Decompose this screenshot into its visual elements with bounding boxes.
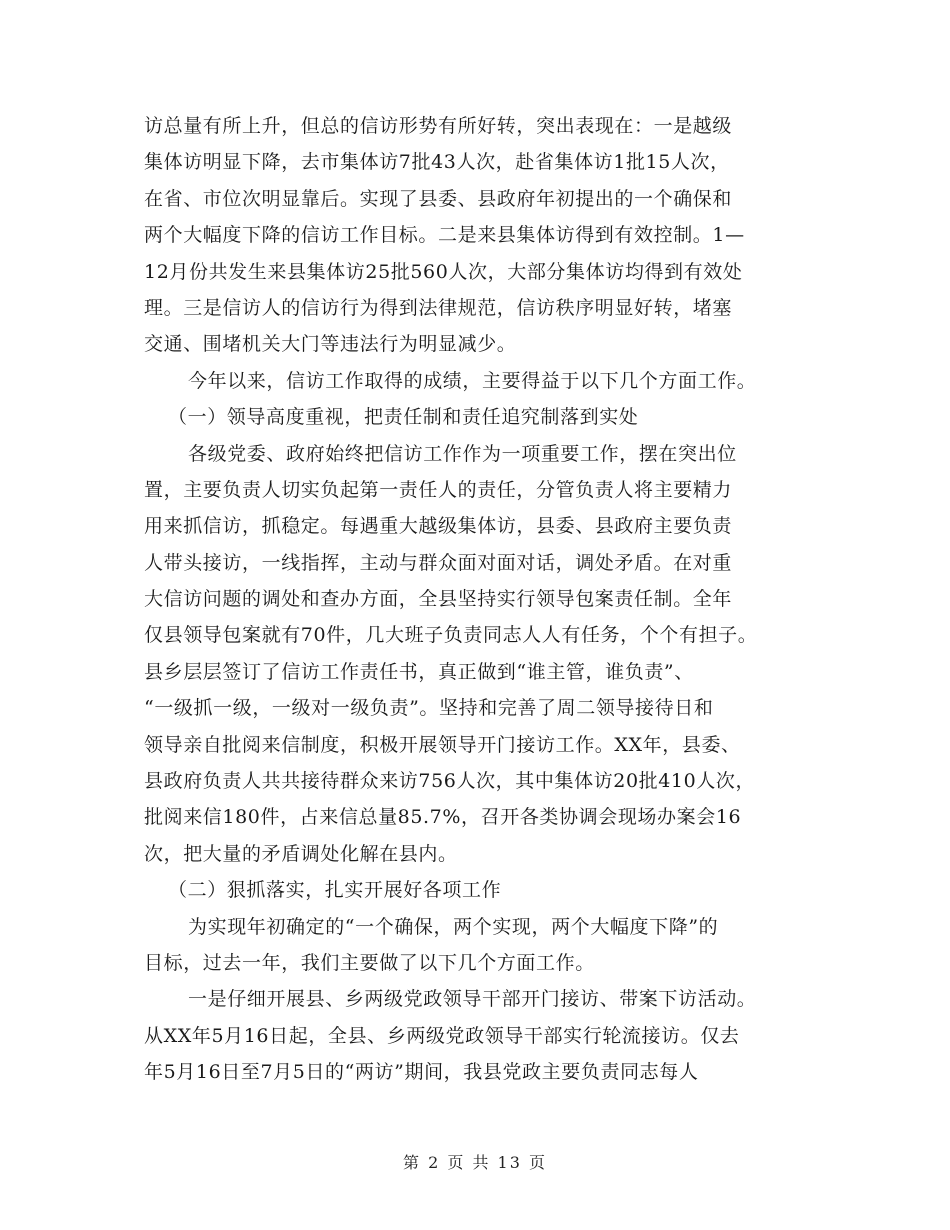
paragraph-start-line: 为实现年初确定的“一个确保，两个实现，两个大幅度下降”的 bbox=[188, 915, 719, 938]
text-line: 访总量有所上升，但总的信访形势有所好转，突出表现在：一是越级 bbox=[144, 115, 733, 137]
paragraph-start-line: 一是仔细开展县、乡两级党政领导干部开门接访、带案下访活动。 bbox=[188, 988, 757, 1011]
text-line: 12月份共发生来县集体访25批560人次，大部分集体访均得到有效处 bbox=[144, 260, 743, 283]
text-line: 从XX年5月16日起，全县、乡两级党政领导干部实行轮流接访。仅去 bbox=[144, 1024, 740, 1047]
text-line: 理。三是信访人的信访行为得到法律规范，信访秩序明显好转，堵塞 bbox=[144, 296, 733, 319]
section-heading-2: （二）狠抓落实，扎实开展好各项工作 bbox=[168, 879, 502, 902]
text-line: 人带头接访，一线指挥，主动与群众面对面对话，调处矛盾。在对重 bbox=[144, 551, 733, 574]
body-text bbox=[144, 108, 824, 1091]
text-line: “一级抓一级，一级对一级负责”。坚持和完善了周二领导接待日和 bbox=[144, 697, 714, 720]
text-line: 置，主要负责人切实负起第一责任人的责任，分管负责人将主要精力 bbox=[144, 478, 733, 501]
paragraph-start-line: 今年以来，信访工作取得的成绩，主要得益于以下几个方面工作。 bbox=[188, 369, 757, 392]
text-line: 集体访明显下降，去市集体访7批43人次，赴省集体访1批15人次， bbox=[144, 151, 730, 174]
text-line: 县政府负责人共共接待群众来访756人次，其中集体访20批410人次， bbox=[144, 770, 756, 793]
paragraph-start-line: 各级党委、政府始终把信访工作作为一项重要工作，摆在突出位 bbox=[188, 442, 737, 465]
section-heading-1: （一）领导高度重视，把责任制和责任追究制落到实处 bbox=[168, 406, 639, 429]
text-line: 交通、围堵机关大门等违法行为明显减少。 bbox=[144, 333, 517, 356]
text-line: 仅县领导包案就有70件，几大班子负责同志人人有任务，个个有担子。 bbox=[144, 624, 758, 647]
page-footer: 第 2 页 共 13 页 bbox=[403, 1153, 547, 1172]
text-line: 年5月16日至7月5日的“两访”期间，我县党政主要负责同志每人 bbox=[144, 1061, 699, 1084]
text-line: 用来抓信访，抓稳定。每遇重大越级集体访，县委、县政府主要负责 bbox=[144, 515, 733, 538]
text-line: 县乡层层签订了信访工作责任书，真正做到“谁主管，谁负责”、 bbox=[144, 660, 694, 683]
text-line: 两个大幅度下降的信访工作目标。二是来县集体访得到有效控制。1— bbox=[144, 224, 745, 247]
text-line: 领导亲自批阅来信制度，积极开展领导开门接访工作。XX年，县委、 bbox=[144, 733, 741, 756]
text-line: 次，把大量的矛盾调处化解在县内。 bbox=[144, 842, 458, 865]
text-line: 在省、市位次明显靠后。实现了县委、县政府年初提出的一个确保和 bbox=[144, 187, 733, 210]
text-line: 目标，过去一年，我们主要做了以下几个方面工作。 bbox=[144, 951, 595, 974]
text-line: 大信访问题的调处和查办方面，全县坚持实行领导包案责任制。全年 bbox=[144, 588, 733, 611]
text-line: 批阅来信180件，占来信总量85.7%，召开各类协调会现场办案会16 bbox=[144, 806, 742, 829]
